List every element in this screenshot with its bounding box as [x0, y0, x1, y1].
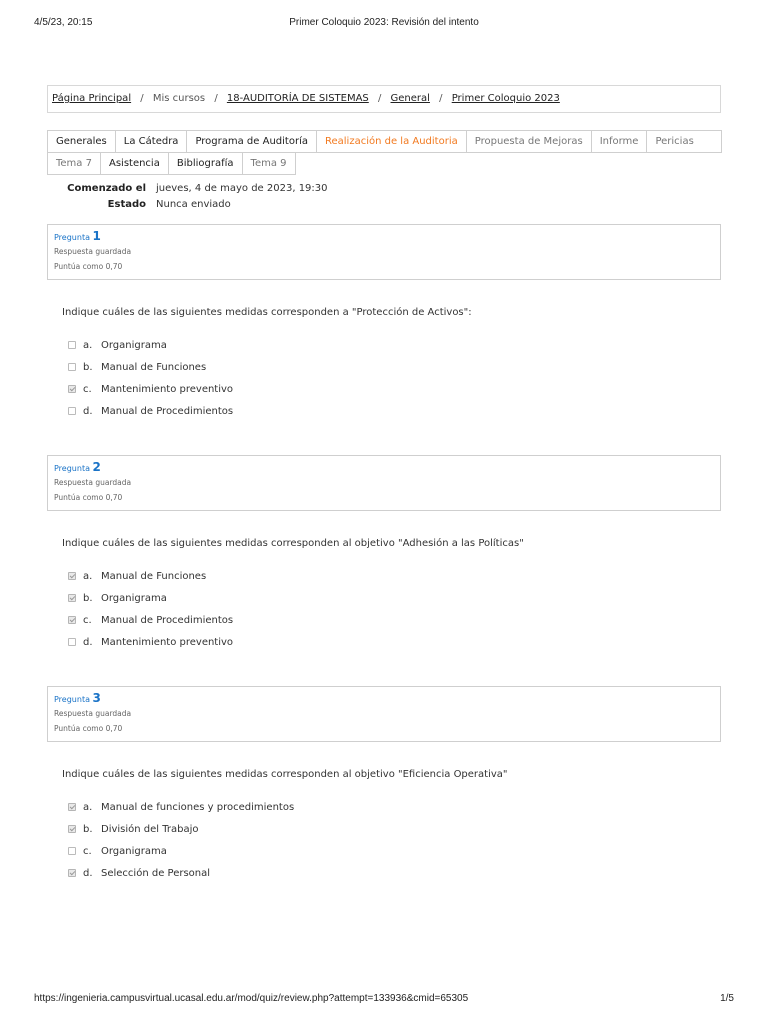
print-title: Primer Coloquio 2023: Revisión del intento	[289, 17, 479, 28]
checkbox[interactable]	[68, 847, 76, 855]
tab-tema-7[interactable]: Tema 7	[47, 152, 101, 175]
state-label: Estado	[107, 199, 146, 210]
tab-bibliografia[interactable]: Bibliografía	[168, 152, 243, 175]
tab-generales[interactable]: Generales	[47, 130, 116, 153]
breadcrumb-separator: /	[377, 93, 382, 104]
tab-propuesta-de-mejoras[interactable]: Propuesta de Mejoras	[466, 130, 592, 153]
tab-la-catedra[interactable]: La Cátedra	[115, 130, 188, 153]
option-letter: b.	[83, 823, 93, 835]
answer-option[interactable]	[68, 565, 233, 587]
option-text: Manual de Funciones	[101, 361, 207, 373]
breadcrumb	[47, 85, 721, 113]
print-page-number: 1/5	[720, 993, 734, 1004]
answer-option[interactable]	[68, 356, 233, 378]
checkbox[interactable]	[68, 638, 76, 646]
question-number	[54, 460, 720, 475]
started-label: Comenzado el	[67, 183, 146, 194]
option-letter: c.	[83, 614, 92, 626]
tab-tema-9[interactable]: Tema 9	[242, 152, 296, 175]
question-label: Pregunta	[54, 695, 90, 704]
question-number	[54, 229, 720, 244]
tab-realizacion-de-la-auditoria[interactable]: Realización de la Auditoria	[316, 130, 467, 153]
print-header	[34, 17, 734, 31]
breadcrumb-my-courses[interactable]: Mis cursos	[152, 93, 206, 104]
breadcrumb-separator: /	[214, 93, 218, 104]
question-state: Respuesta guardada	[54, 478, 132, 487]
checkbox[interactable]	[68, 572, 76, 580]
option-text: Selección de Personal	[101, 867, 211, 879]
started-value: jueves, 4 de mayo de 2023, 19:30	[156, 183, 328, 194]
option-letter: a.	[83, 339, 93, 351]
breadcrumb-home-link[interactable]: Página Principal	[52, 93, 132, 104]
breadcrumb-separator: /	[140, 93, 144, 104]
question-number-value: 1	[92, 229, 101, 243]
option-letter: c.	[83, 845, 92, 857]
question-number	[54, 691, 720, 706]
answer-option[interactable]	[68, 840, 294, 862]
option-text: División del Trabajo	[101, 823, 199, 835]
answer-option[interactable]	[68, 609, 233, 631]
checkbox[interactable]	[68, 825, 76, 833]
option-text: Manual de funciones y procedimientos	[101, 801, 295, 813]
tab-programa-de-auditoria[interactable]: Programa de Auditoría	[186, 130, 317, 153]
question-info	[47, 686, 721, 742]
print-url: https://ingenieria.campusvirtual.ucasal.edu.ar/mod/quiz/review.php?attempt=133936&cmid=65305	[34, 993, 469, 1004]
question-number-value: 2	[92, 460, 101, 474]
option-letter: d.	[83, 867, 93, 879]
question-info	[47, 224, 721, 280]
answer-option[interactable]	[68, 631, 233, 653]
question-state: Respuesta guardada	[54, 709, 132, 718]
attempt-summary	[47, 183, 328, 215]
answer-option[interactable]	[68, 334, 233, 356]
question-text: Indique cuáles de las siguientes medidas corresponden al objetivo "Eficiencia Operativa"	[62, 769, 508, 780]
question-grade: Puntúa como 0,70	[54, 724, 123, 733]
option-letter: a.	[83, 801, 93, 813]
tab-row-2	[47, 152, 721, 175]
question-info	[47, 455, 721, 511]
answer-options	[68, 565, 233, 653]
checkbox[interactable]	[68, 803, 76, 811]
option-text: Organigrama	[101, 592, 167, 604]
option-text: Organigrama	[101, 845, 167, 857]
checkbox[interactable]	[68, 385, 76, 393]
question-label: Pregunta	[54, 464, 90, 473]
print-footer	[34, 993, 734, 1007]
answer-option[interactable]	[68, 796, 294, 818]
checkbox[interactable]	[68, 341, 76, 349]
option-letter: d.	[83, 636, 93, 648]
checkbox[interactable]	[68, 616, 76, 624]
answer-option[interactable]	[68, 587, 233, 609]
option-text: Manual de Funciones	[101, 570, 207, 582]
question-state: Respuesta guardada	[54, 247, 132, 256]
answer-options	[68, 796, 294, 884]
checkbox[interactable]	[68, 407, 76, 415]
checkbox[interactable]	[68, 594, 76, 602]
checkbox[interactable]	[68, 869, 76, 877]
tab-pericias[interactable]: Pericias	[646, 130, 722, 153]
course-tabs	[47, 130, 721, 175]
question-text: Indique cuáles de las siguientes medidas corresponden al objetivo "Adhesión a las Políticas"	[62, 538, 524, 549]
option-letter: b.	[83, 361, 93, 373]
option-text: Manual de Procedimientos	[101, 614, 234, 626]
answer-option[interactable]	[68, 818, 294, 840]
option-text: Organigrama	[101, 339, 167, 351]
answer-option[interactable]	[68, 378, 233, 400]
question-label: Pregunta	[54, 233, 90, 242]
print-datetime: 4/5/23, 20:15	[34, 17, 93, 28]
tab-informe[interactable]: Informe	[591, 130, 648, 153]
breadcrumb-separator: /	[439, 93, 443, 104]
option-text: Manual de Procedimientos	[101, 405, 234, 417]
option-letter: b.	[83, 592, 93, 604]
checkbox[interactable]	[68, 363, 76, 371]
option-text: Mantenimiento preventivo	[101, 636, 234, 648]
state-value: Nunca enviado	[156, 199, 231, 210]
question-text: Indique cuáles de las siguientes medidas corresponden a "Protección de Activos":	[62, 307, 472, 318]
answer-option[interactable]	[68, 400, 233, 422]
tab-asistencia[interactable]: Asistencia	[100, 152, 169, 175]
option-text: Mantenimiento preventivo	[101, 383, 234, 395]
breadcrumb-general-link[interactable]: General	[390, 93, 430, 104]
option-letter: d.	[83, 405, 93, 417]
tab-row-1	[47, 130, 721, 153]
question-number-value: 3	[92, 691, 101, 705]
option-letter: a.	[83, 570, 93, 582]
breadcrumb-quiz-link[interactable]: Primer Coloquio 2023	[451, 93, 560, 104]
answer-options	[68, 334, 233, 422]
question-grade: Puntúa como 0,70	[54, 493, 123, 502]
question-grade: Puntúa como 0,70	[54, 262, 123, 271]
answer-option[interactable]	[68, 862, 294, 884]
option-letter: c.	[83, 383, 92, 395]
breadcrumb-course-link[interactable]: 18-AUDITORÍA DE SISTEMAS	[226, 93, 369, 104]
